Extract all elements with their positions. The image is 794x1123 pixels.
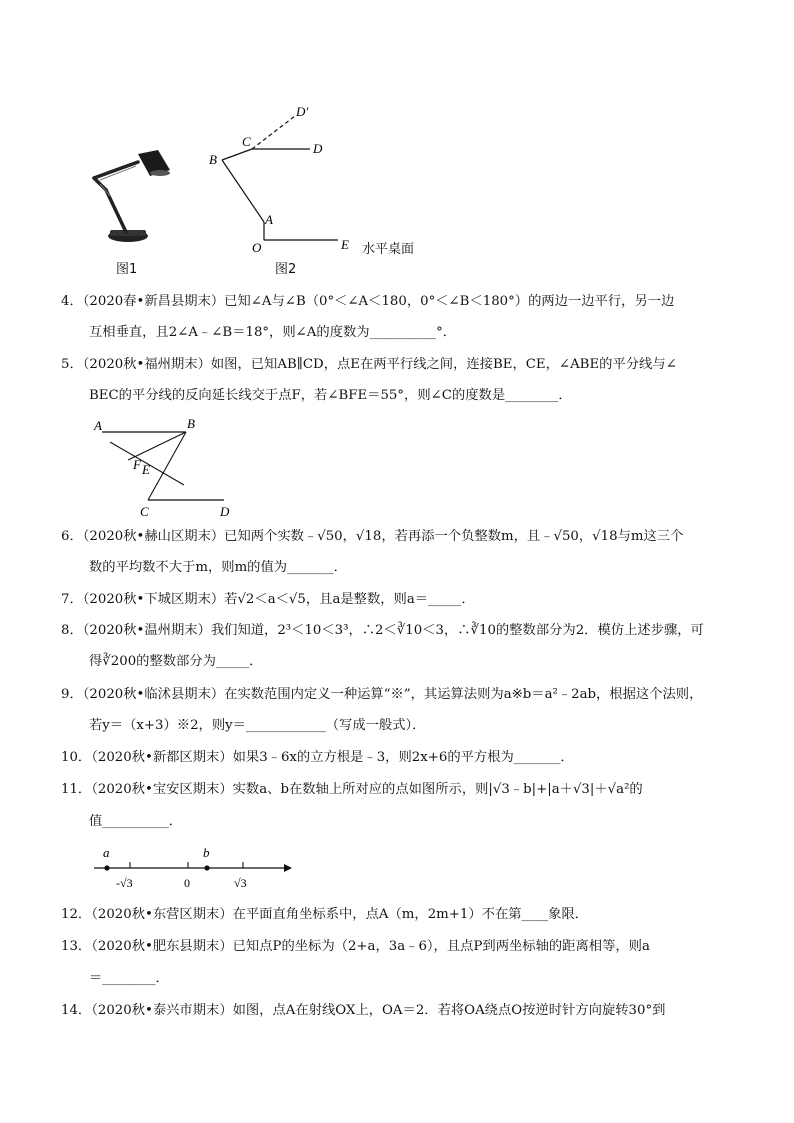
line-bc — [222, 149, 252, 160]
label-b: B — [209, 152, 217, 167]
q11-label-zero: 0 — [184, 876, 190, 890]
q11-number-line — [88, 840, 298, 895]
q11-line-1: 11．（2020秋•宝安区期末）实数a、b在数轴上所对应的点如图所示，则|√3﹣b|+|a＋√3|＋√a²的 — [61, 782, 643, 797]
label-c: C — [242, 134, 251, 149]
q5-label-d: D — [220, 504, 230, 519]
q9-line-2: 若y＝（x+3）※2，则y＝____________（写成一般式）． — [89, 718, 426, 733]
q5-line-2: BEC的平分线的反向延长线交于点F，若∠BFE＝55°，则∠C的度数是________． — [89, 388, 572, 403]
horizontal-table-label: 水平桌面 — [362, 242, 415, 257]
q14-line-1: 14．（2020秋•泰兴市期末）如图，点A在射线OX上，OA＝2．若将OA绕点O按逆时针方向旋转30°到 — [61, 1003, 666, 1018]
label-d: D — [313, 141, 323, 156]
q8-line-1: 8．（2020秋•温州期末）我们知道，2³＜10＜3³，∴2＜∛10＜3，∴∛10的整数部分为2．模仿上述步骤，可 — [61, 623, 704, 638]
q11-label-sqrt3: √3 — [234, 876, 247, 890]
q5-label-c: C — [140, 504, 149, 519]
q6-line-2: 数的平均数不大于m，则m的值为_______． — [89, 560, 347, 575]
figure-2-diagram — [200, 100, 430, 260]
q5-label-e: E — [142, 462, 150, 477]
q11-label-b: b — [203, 845, 210, 860]
line-cdprime-dashed — [252, 116, 295, 149]
q11-label-a: a — [103, 845, 110, 860]
q13-line-1: 13．（2020秋•肥东县期末）已知点P的坐标为（2+a，3a﹣6），且点P到两坐标轴的距离相等，则a — [61, 939, 650, 954]
label-a: A — [265, 212, 273, 227]
label-o: O — [252, 240, 262, 255]
q5-label-f: F — [133, 457, 141, 472]
q5-line-1: 5．（2020秋•福州期末）如图，已知AB∥CD，点E在两平行线之间，连接BE，CE，∠ABE的平分线与∠ — [61, 357, 677, 372]
q4-line-1: 4．（2020春•新昌县期末）已知∠A与∠B（0°＜∠A＜180，0°＜∠B＜180°）的两边一边平行，另一边 — [61, 294, 675, 309]
q8-line-2: 得∛200的整数部分为_____． — [89, 654, 263, 669]
q9-line-1: 9．（2020秋•临沭县期末）在实数范围内定义一种运算“※”，其运算法则为a※b＝a²﹣2ab，根据这个法则， — [61, 687, 703, 702]
q7-line-1: 7．（2020秋•下城区期末）若√2＜a＜√5，且a是整数，则a＝_____． — [61, 592, 475, 607]
label-e: E — [341, 237, 349, 252]
q10-line-1: 10．（2020秋•新都区期末）如果3﹣6x的立方根是﹣3，则2x+6的平方根为_______． — [61, 750, 574, 765]
q13-line-2: ＝________． — [89, 971, 169, 986]
line-ba — [222, 160, 264, 222]
q5-figure — [88, 412, 238, 522]
label-dprime: D′ — [296, 104, 309, 119]
q12-line-1: 12．（2020秋•东营区期末）在平面直角坐标系中，点A（m，2m+1）不在第____象限． — [61, 907, 589, 922]
q5-label-a: A — [94, 418, 102, 433]
figure-1-caption: 图1 — [116, 262, 138, 277]
q11-label-neg-sqrt3: -√3 — [116, 876, 133, 890]
figure-2-caption: 图2 — [275, 262, 297, 277]
q5-label-b: B — [187, 416, 195, 431]
desk-lamp-illustration — [80, 148, 180, 248]
q6-line-1: 6．（2020秋•赫山区期末）已知两个实数﹣√50，√18，若再添一个负整数m，且﹣√50，√18与m这三个 — [61, 529, 684, 544]
q4-line-2: 互相垂直，且2∠A﹣∠B＝18°，则∠A的度数为__________°． — [89, 325, 457, 340]
q11-line-2: 值__________． — [89, 814, 183, 829]
